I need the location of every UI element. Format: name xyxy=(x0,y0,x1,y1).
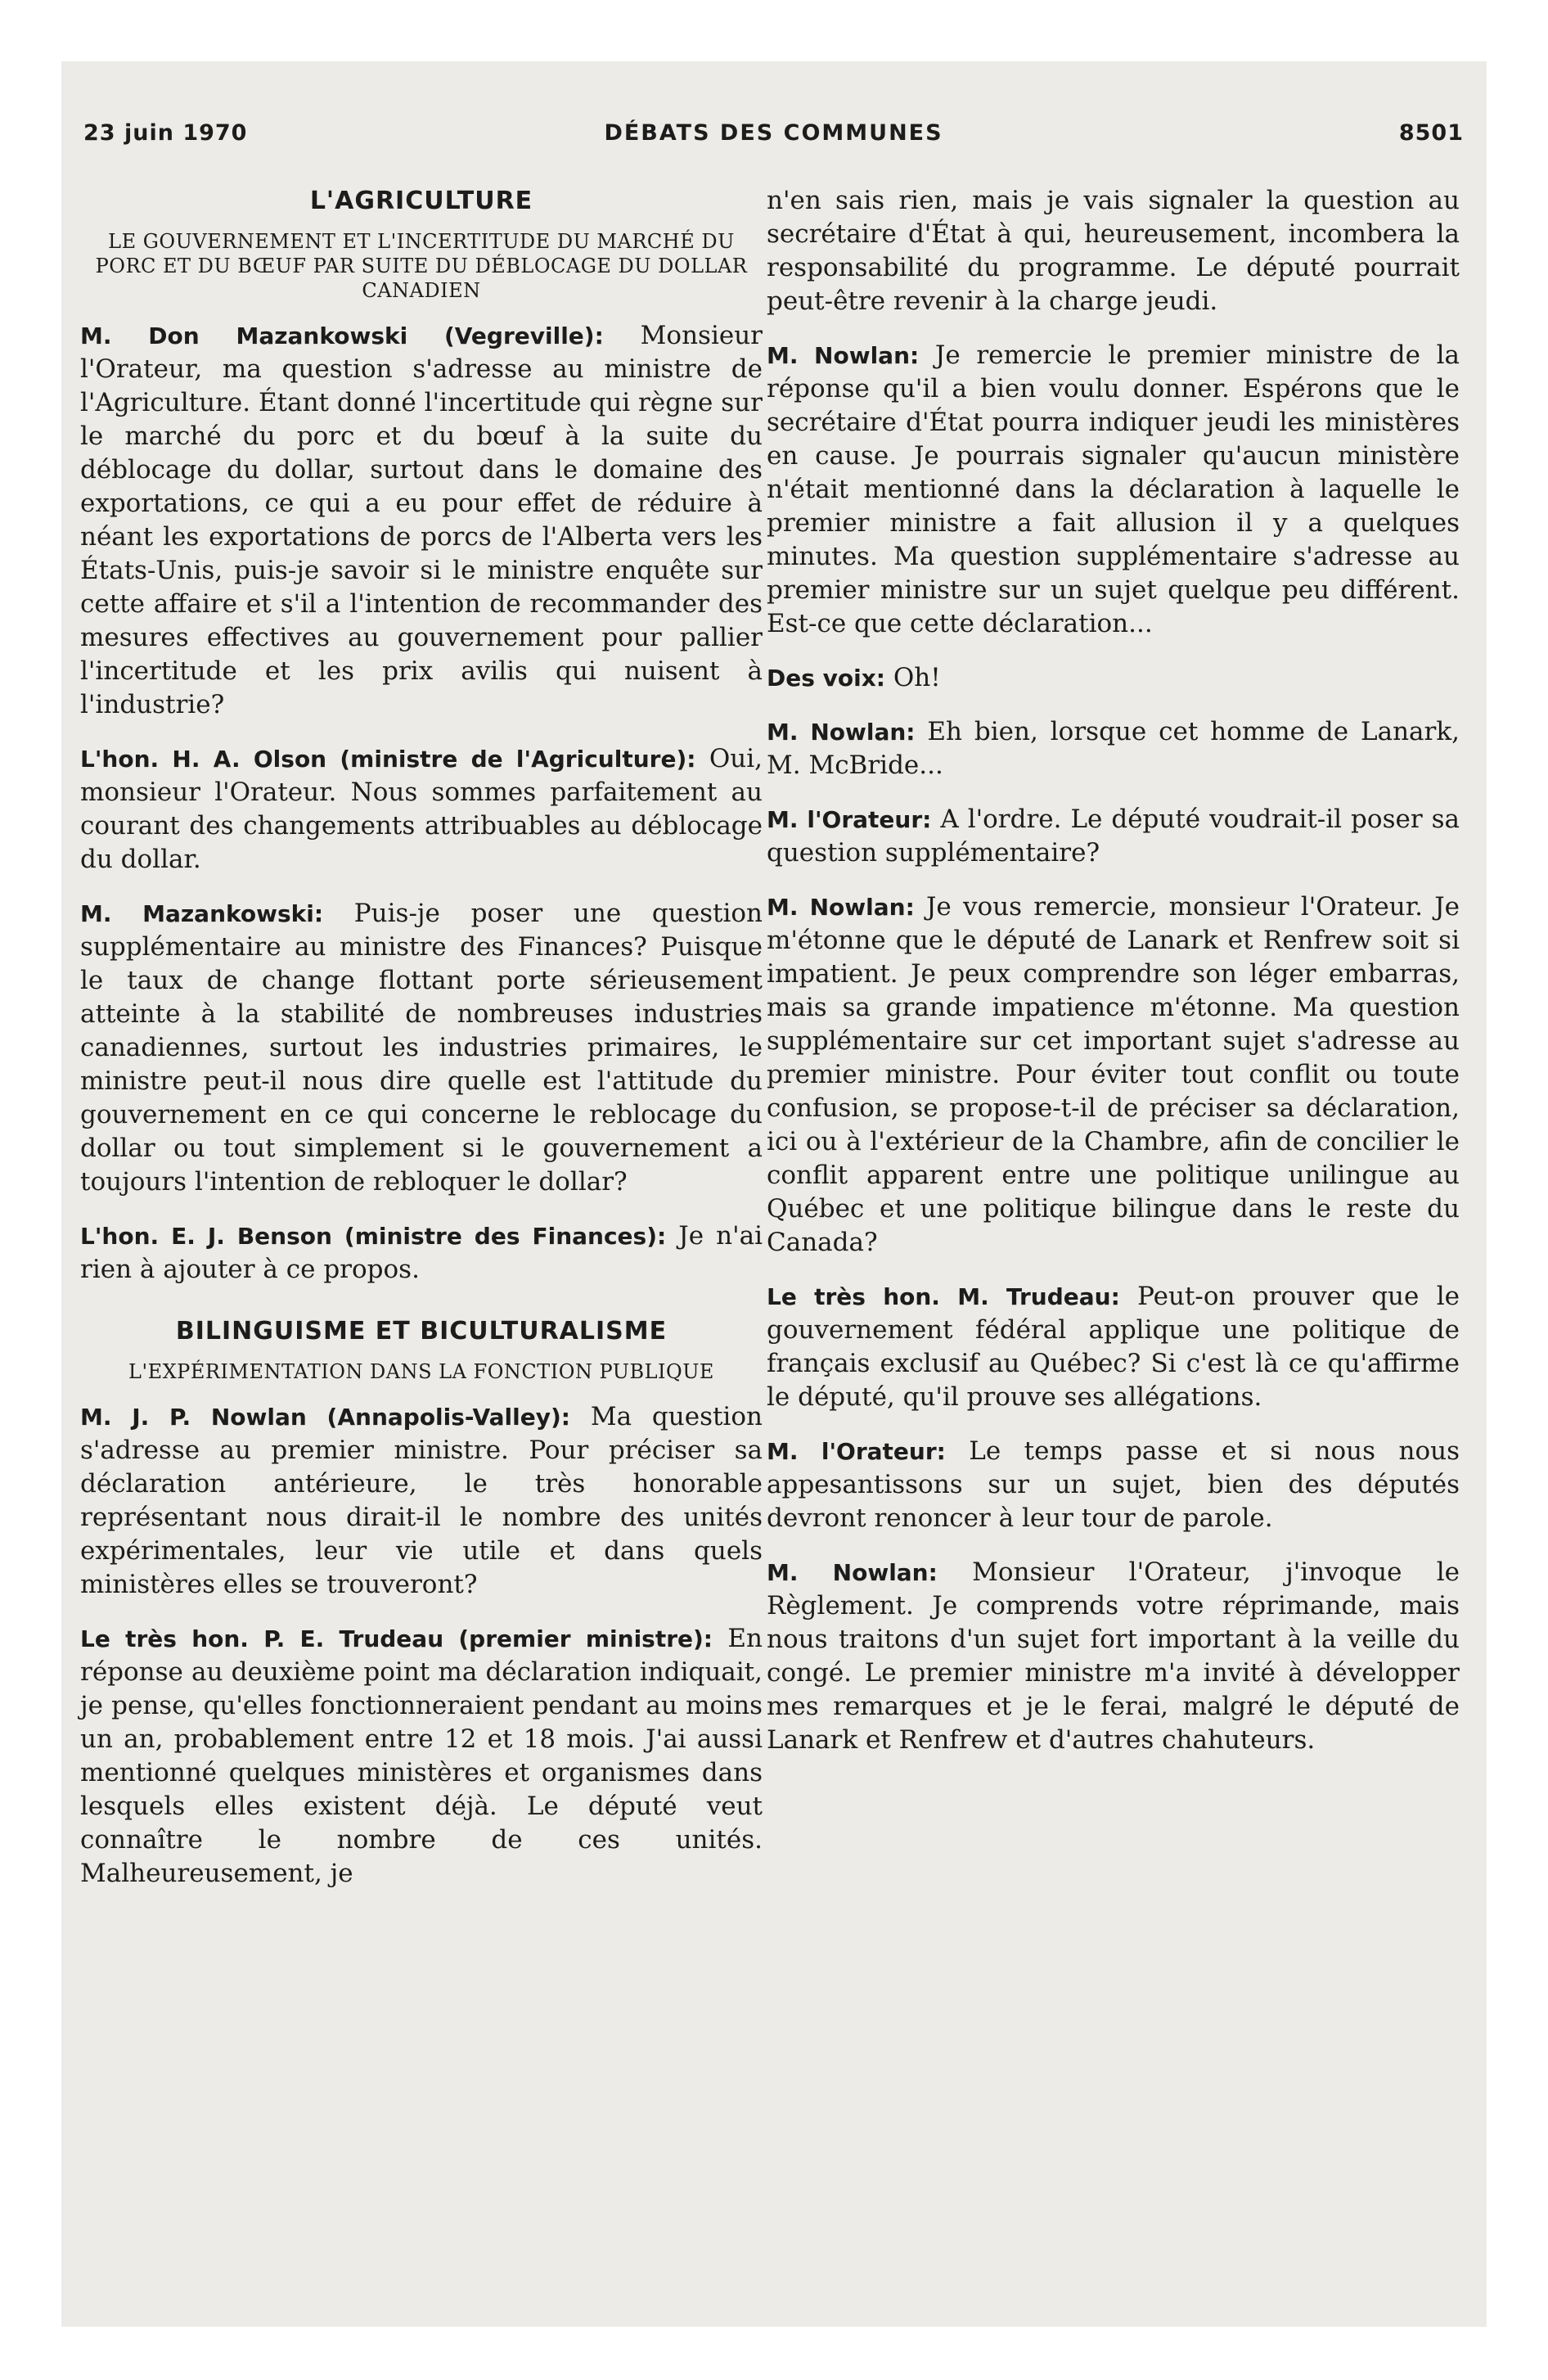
paragraph xyxy=(767,890,1460,1260)
paragraph xyxy=(767,803,1460,870)
section-heading: L'AGRICULTURE xyxy=(309,187,533,215)
paragraph xyxy=(80,1219,763,1287)
speaker-name: M. Nowlan: xyxy=(767,719,916,746)
speaker-name: Le très hon. P. E. Trudeau (premier ministre): xyxy=(80,1625,713,1652)
speaker-name: L'hon. E. J. Benson (ministre des Finances): xyxy=(80,1223,667,1250)
section-subheading: L'EXPÉRIMENTATION DANS LA FONCTION PUBLIQUE xyxy=(128,1360,714,1383)
paragraph xyxy=(767,339,1460,641)
paragraph xyxy=(80,1400,763,1602)
paragraph xyxy=(767,1556,1460,1757)
speaker-name: Le très hon. M. Trudeau: xyxy=(767,1283,1120,1310)
page-header xyxy=(83,120,1464,153)
document-page xyxy=(61,61,1487,2327)
section-heading: BILINGUISME ET BICULTURALISME xyxy=(175,1317,668,1346)
speaker-name: M. Mazankowski: xyxy=(80,900,324,927)
speaker-name: M. J. P. Nowlan (Annapolis-Valley): xyxy=(80,1404,570,1431)
speech-text: Je remercie le premier ministre de la réponse qu'il a bien voulu donner. Espérons que le secrétaire d'État pourra indiquer jeudi les ministères en cause. Je pourrais signaler qu'aucun ministère n'était mentionné dans la déclaration à laquelle le premier ministre a fait allusion il y a quelques minutes. Ma question supplémentaire s'adresse au premier ministre sur un sujet quelque peu différent. Est-ce que cette déclaration... xyxy=(767,340,1460,638)
speech-text: Je n'ai rien à ajouter à ce propos. xyxy=(80,1221,763,1284)
paragraph xyxy=(767,1435,1460,1535)
paragraph xyxy=(767,184,1460,318)
paragraph xyxy=(80,897,763,1199)
speaker-name: M. Nowlan: xyxy=(767,894,915,921)
speaker-name: M. Don Mazankowski (Vegreville): xyxy=(80,322,604,349)
speaker-name: M. Nowlan: xyxy=(767,342,920,369)
speaker-name: M. Nowlan: xyxy=(767,1559,938,1586)
speaker-name: M. l'Orateur: xyxy=(767,806,932,833)
paragraph xyxy=(767,1280,1460,1414)
speech-text: Je vous remercie, monsieur l'Orateur. Je m'étonne que le député de Lanark et Renfrew soit si impatient. Je peux comprendre son léger embarras, mais sa grande impatience m'étonne. Ma question supplémentaire sur cet important sujet s'adresse au premier ministre. Pour éviter tout conflit ou toute confusion, se propose-t-il de préciser sa déclaration, ici ou à l'extérieur de la Chambre, afin de concilier le conflit apparent entre une politique unilingue au Québec et une politique bilingue dans le reste du Canada? xyxy=(767,892,1460,1257)
paragraph xyxy=(80,319,763,722)
speech-text: Ma question s'adresse au premier ministre. Pour préciser sa déclaration antérieure, le très honorable représentant nous dirait-il le nombre des unités expérimentales, leur vie utile et dans quels ministères elles se trouveront? xyxy=(80,1402,763,1599)
speaker-name: Des voix: xyxy=(767,665,885,692)
header-title: DÉBATS DES COMMUNES xyxy=(604,120,943,146)
speech-text: Eh bien, lorsque cet homme de Lanark, M. McBride... xyxy=(767,717,1460,780)
paragraph xyxy=(767,661,1460,695)
speech-text: En réponse au deuxième point ma déclaration indiquait, je pense, qu'elles fonctionneraient pendant au moins un an, probablement entre 12 et 18 mois. J'ai aussi mentionné quelques ministères et organismes dans lesquels elles existent déjà. Le député veut connaître le nombre de ces unités. Malheureusement, je xyxy=(80,1624,763,1888)
speech-text: Oui, monsieur l'Orateur. Nous sommes parfaitement au courant des changements attribuables au déblocage du dollar. xyxy=(80,744,763,874)
speaker-name: M. l'Orateur: xyxy=(767,1438,946,1465)
speech-text: Monsieur l'Orateur, j'invoque le Règlement. Je comprends votre réprimande, mais nous traitons d'un sujet fort important à la veille du congé. Le premier ministre m'a invité à développer mes remarques et je le ferai, malgré le député de Lanark et Renfrew et d'autres chahuteurs. xyxy=(767,1557,1460,1755)
header-date: 23 juin 1970 xyxy=(83,120,248,146)
speech-text: A l'ordre. Le député voudrait-il poser sa question supplémentaire? xyxy=(767,805,1460,868)
speech-text: n'en sais rien, mais je vais signaler la question au secrétaire d'État à qui, heureusement, incombera la responsabilité du programme. Le député pourrait peut-être revenir à la charge jeudi. xyxy=(767,186,1460,316)
page-number: 8501 xyxy=(1398,120,1464,146)
speech-text: Peut-on prouver que le gouvernement fédéral applique une politique de français exclusif au Québec? Si c'est là ce qu'affirme le député, qu'il prouve ses allégations. xyxy=(767,1282,1460,1412)
speech-text: Puis-je poser une question supplémentaire au ministre des Finances? Puisque le taux de change flottant porte sérieusement atteinte à la stabilité de nombreuses industries canadiennes, surtout les industries primaires, le ministre peut-il nous dire quelle est l'attitude du gouvernement en ce qui concerne le reblocage du dollar ou tout simplement si le gouvernement a toujours l'intention de rebloquer le dollar? xyxy=(80,899,763,1197)
speech-text: Oh! xyxy=(893,663,941,692)
paragraph xyxy=(767,715,1460,782)
paragraph xyxy=(80,1622,763,1891)
left-column xyxy=(80,184,763,1911)
speech-text: Le temps passe et si nous nous appesantissons sur un sujet, bien des députés devront renoncer à leur tour de parole. xyxy=(767,1436,1460,1533)
paragraph xyxy=(80,742,763,877)
speech-text: Monsieur l'Orateur, ma question s'adresse au ministre de l'Agriculture. Étant donné l'incertitude qui règne sur le marché du porc et du bœuf à la suite du déblocage du dollar, surtout dans le domaine des exportations, ce qui a eu pour effet de réduire à néant les exportations de porcs de l'Alberta vers les États-Unis, puis-je savoir si le ministre enquête sur cette affaire et s'il a l'intention de recommander des mesures effectives au gouvernement pour pallier l'incertitude et les prix avilis qui nuisent à l'industrie? xyxy=(80,321,763,719)
section-subheading: LE GOUVERNEMENT ET L'INCERTITUDE DU MARCHÉ DU PORC ET DU BŒUF PAR SUITE DU DÉBLOCAGE DU DOLLAR CANADIEN xyxy=(95,230,748,302)
right-column xyxy=(767,184,1460,1778)
speaker-name: L'hon. H. A. Olson (ministre de l'Agriculture): xyxy=(80,746,696,773)
